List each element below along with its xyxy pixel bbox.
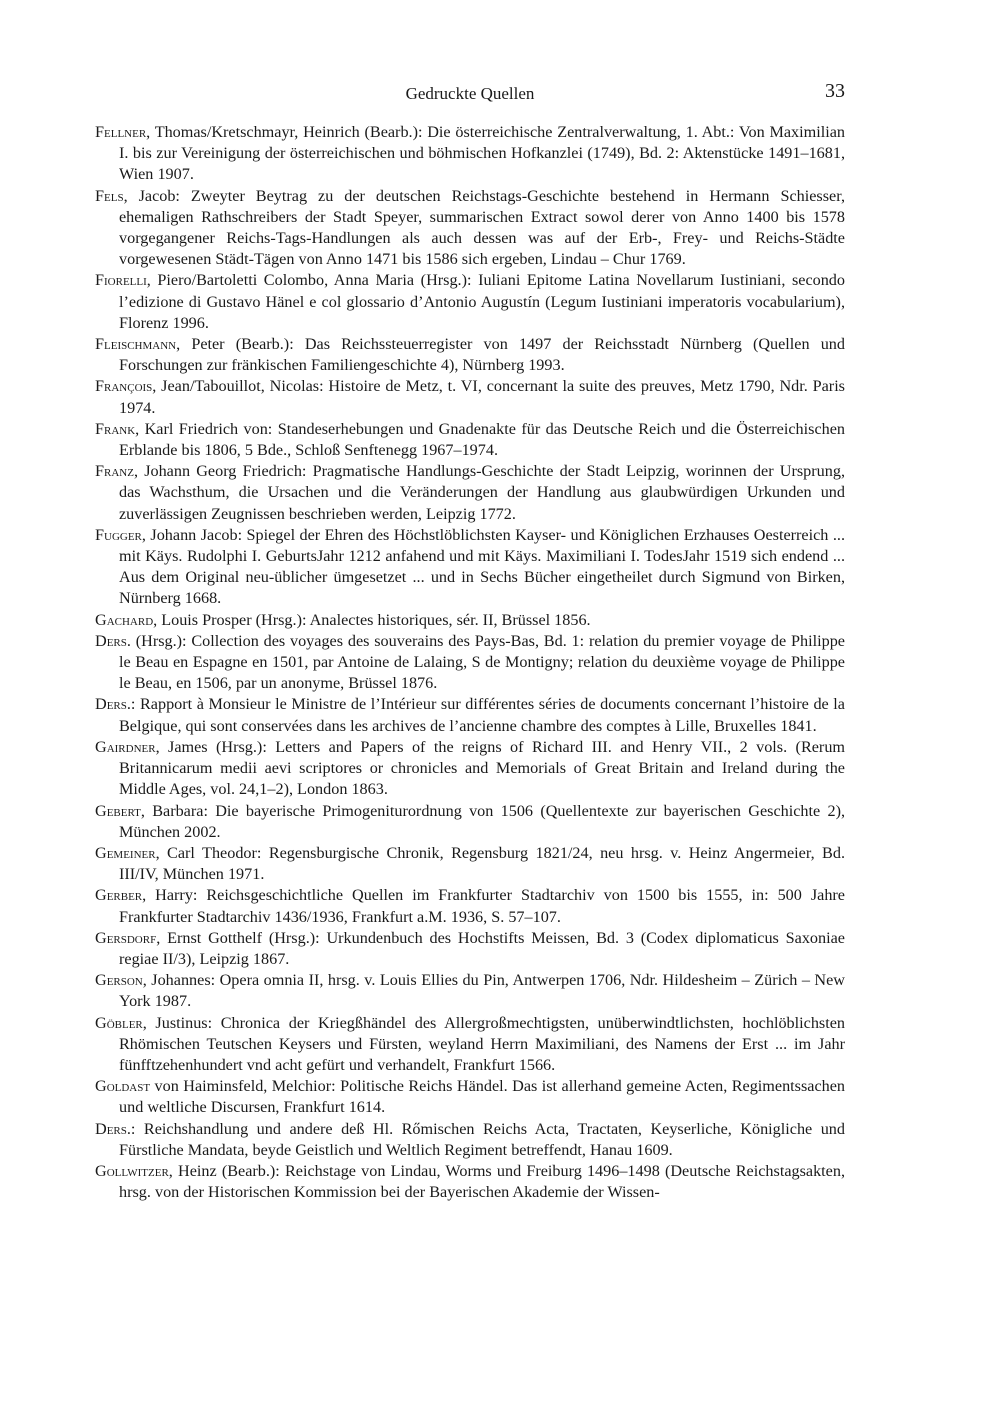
entry-author: Fels (95, 186, 124, 205)
entry-text: , Jean/Tabouillot, Nicolas: Histoire de Metz, t. VI, concernant la suite des preuves, Metz 1790, Ndr. Paris 1974. (119, 377, 845, 417)
running-title: Gedruckte Quellen (405, 84, 535, 103)
entry-author: Gairdner (95, 737, 156, 756)
entry-author: Fiorelli (95, 271, 147, 290)
entry-text: , Johann Jacob: Spiegel der Ehren des Höchstlöblichsten Kayser- und Königlichen Erzhauses Oesterreich ... mit Käys. Rudolphi I. GeburtsJahr 1212 anfahend und mit Käys. Maximiliani I. TodesJahr 1519 sich endend ... Aus dem Original neu-üblicher ümgesetzet ... und in Sechs Bücher eingetheilet durch Sigmund von Birken, Nürnberg 1668. (119, 525, 845, 608)
entry-text: , Ernst Gotthelf (Hrsg.): Urkundenbuch des Hochstifts Meissen, Bd. 3 (Codex diplomaticus Saxoniae regiae II/3), Leipzig 1867. (119, 928, 845, 968)
entry-author: Gemeiner (95, 843, 156, 862)
bibliography-entry (95, 801, 845, 843)
entry-text: , Karl Friedrich von: Standeserhebungen und Gnadenakte für das Deutsche Reich und die Österreichischen Erblande bis 1806, 5 Bde., Schloß Senftenegg 1967–1974. (119, 419, 845, 460)
entry-text: (Hrsg.): Collection des voyages des souverains des Pays-Bas, Bd. 1: relation du premier voyage de Philippe le Beau en Espagne en 1501, par Antoine de Lalaing, S de Montigny; relation du deuxième voyage de Philippe le Beau, en 1506, par un anonyme, Brüssel 1876. (119, 631, 845, 693)
entry-text: , Justinus: Chronica der Kriegßhändel des Allergroßmechtigsten, unüberwindtlichsten, hochlöblichsten Rhömischen Teutschen Keysers und Fürsten, weyland Herrn Maximiliani, des Namens der Erst ... im Jahr fünfftzehenhundert vnd acht gefürt und verhandelt, Frankfurt 1566. (119, 1013, 845, 1074)
bibliography-entry (95, 928, 845, 970)
entry-text: , James (Hrsg.): Letters and Papers of the reigns of Richard III. and Henry VII., 2 vols. (Rerum Britannicarum medii aevi scriptores or chronicles and Memorials of Great Britain and Ireland during the Middle Ages, vol. 24,1–2), London 1863. (119, 737, 845, 799)
bibliography-entry (95, 1161, 845, 1203)
page (95, 80, 845, 1203)
entry-text: , Jacob: Zweyter Beytrag zu der deutschen Reichstags-Geschichte bestehend in Hermann Schiesser, ehemaligen Rathschreibers der Stadt Speyer, summarischen Extract sowol derer von Anno 1400 bis 1578 vorgegangener Reichs-Tags-Handlungen als auch dessen was auf der Erb-, Frey- und Reichs-Städte vorgewesenen Städt-Tägen von Anno 1471 bis 1586 sich ergeben, Lindau – Chur 1769. (119, 186, 845, 269)
entry-author: Gerber (95, 886, 143, 905)
entry-author: Ders. (95, 1119, 131, 1138)
entry-author: Fugger (95, 525, 142, 544)
bibliography-entry (95, 1013, 845, 1077)
bibliography-entry (95, 1119, 845, 1161)
entry-author: Franz (95, 462, 134, 481)
page-number: 33 (825, 80, 845, 102)
entry-text: , Barbara: Die bayerische Primogeniturordnung von 1506 (Quellentexte zur bayerischen Geschichte 2), München 2002. (119, 801, 845, 841)
entry-text: , Harry: Reichsgeschichtliche Quellen im Frankfurter Stadtarchiv von 1500 bis 1555, in: 500 Jahre Frankfurter Stadtarchiv 1436/1936, Frankfurt a.M. 1936, S. 57–107. (119, 886, 845, 926)
entry-text: , Thomas/Kretschmayr, Heinrich (Bearb.): Die österreichische Zentralverwaltung, 1. Abt.: Von Maximilian I. bis zur Vereinigung der österreichischen und böhmischen Hofkanzlei (1749), Bd. 2: Aktenstücke 1491–1681, Wien 1907. (119, 123, 845, 184)
entry-text: , Johann Georg Friedrich: Pragmatische Handlungs-Geschichte der Stadt Leipzig, worinnen der Ursprung, das Wachsthum, die Ursachen und die Veränderungen der Handlung aus glaubwürdigen Urkunden und zuverlässigen Zeugnissen beschrieben werden, Leipzig 1772. (119, 462, 845, 523)
bibliography-entry (95, 970, 845, 1012)
entry-author: Gollwitzer (95, 1161, 169, 1180)
entry-author: Frank (95, 419, 136, 438)
bibliography-list (95, 122, 845, 1203)
bibliography-entry (95, 843, 845, 885)
bibliography-entry (95, 610, 845, 631)
entry-text: , Johannes: Opera omnia II, hrsg. v. Louis Ellies du Pin, Antwerpen 1706, Ndr. Hildesheim – Zürich – New York 1987. (119, 971, 845, 1011)
entry-author: Fleischmann (95, 335, 177, 354)
entry-text: , Carl Theodor: Regensburgische Chronik, Regensburg 1821/24, neu hrsg. v. Heinz Angermeier, Bd. III/IV, München 1971. (119, 843, 845, 884)
bibliography-entry (95, 334, 845, 376)
entry-author: François (95, 377, 153, 396)
entry-text: , Piero/Bartoletti Colombo, Anna Maria (Hrsg.): Iuliani Epitome Latina Novellarum Iustiniani, secondo l’edizione di Gustavo Hänel e col glossario d’Antonio Augustín (Legum Iustiniani imperatoris vocabularium), Florenz 1996. (119, 271, 845, 332)
bibliography-entry (95, 461, 845, 525)
entry-author: Goldast (95, 1077, 151, 1096)
entry-text: , Peter (Bearb.): Das Reichssteuerregister von 1497 der Reichsstadt Nürnberg (Quellen und Forschungen zur fränkischen Familiengeschichte 4), Nürnberg 1993. (119, 335, 845, 375)
bibliography-entry (95, 737, 845, 801)
entry-author: Gersdorf (95, 928, 157, 947)
bibliography-entry (95, 270, 845, 334)
entry-author: Gerson (95, 971, 143, 990)
entry-author: Ders. (95, 631, 131, 650)
entry-author: Göbler (95, 1013, 143, 1032)
bibliography-entry (95, 885, 845, 927)
entry-text: , Heinz (Bearb.): Reichstage von Lindau, Worms und Freiburg 1496–1498 (Deutsche Reichstagsakten, hrsg. von der Historischen Kommission bei der Bayerischen Akademie der Wissen- (119, 1161, 845, 1202)
bibliography-entry (95, 525, 845, 610)
bibliography-entry (95, 1076, 845, 1118)
bibliography-entry (95, 186, 845, 271)
entry-author: Ders. (95, 695, 131, 714)
entry-author: Gachard (95, 610, 154, 629)
bibliography-entry (95, 694, 845, 736)
running-header (95, 80, 845, 108)
bibliography-entry (95, 419, 845, 461)
bibliography-entry (95, 631, 845, 695)
bibliography-entry (95, 376, 845, 418)
entry-text: : Reichshandlung und andere deß Hl. Rőmischen Reichs Acta, Tractaten, Keyserliche, Königliche und Fürstliche Mandata, beyde Geistlich und Weltlich Regiment betreffendt, Hanau 1609. (119, 1119, 845, 1159)
bibliography-entry (95, 122, 845, 186)
entry-author: Fellner (95, 123, 147, 141)
entry-text: von Haiminsfeld, Melchior: Politische Reichs Händel. Das ist allerhand gemeine Acten, Regimentssachen und weltliche Discursen, Frankfurt 1614. (119, 1077, 845, 1117)
entry-text: : Rapport à Monsieur le Ministre de l’Intérieur sur différentes séries de documents concernant l’histoire de la Belgique, qui sont conservées dans les archives de l’ancienne chambre des comptes à Lille, Bruxelles 1841. (119, 695, 845, 735)
entry-author: Gebert (95, 801, 141, 820)
entry-text: , Louis Prosper (Hrsg.): Analectes historiques, sér. II, Brüssel 1856. (153, 610, 591, 629)
